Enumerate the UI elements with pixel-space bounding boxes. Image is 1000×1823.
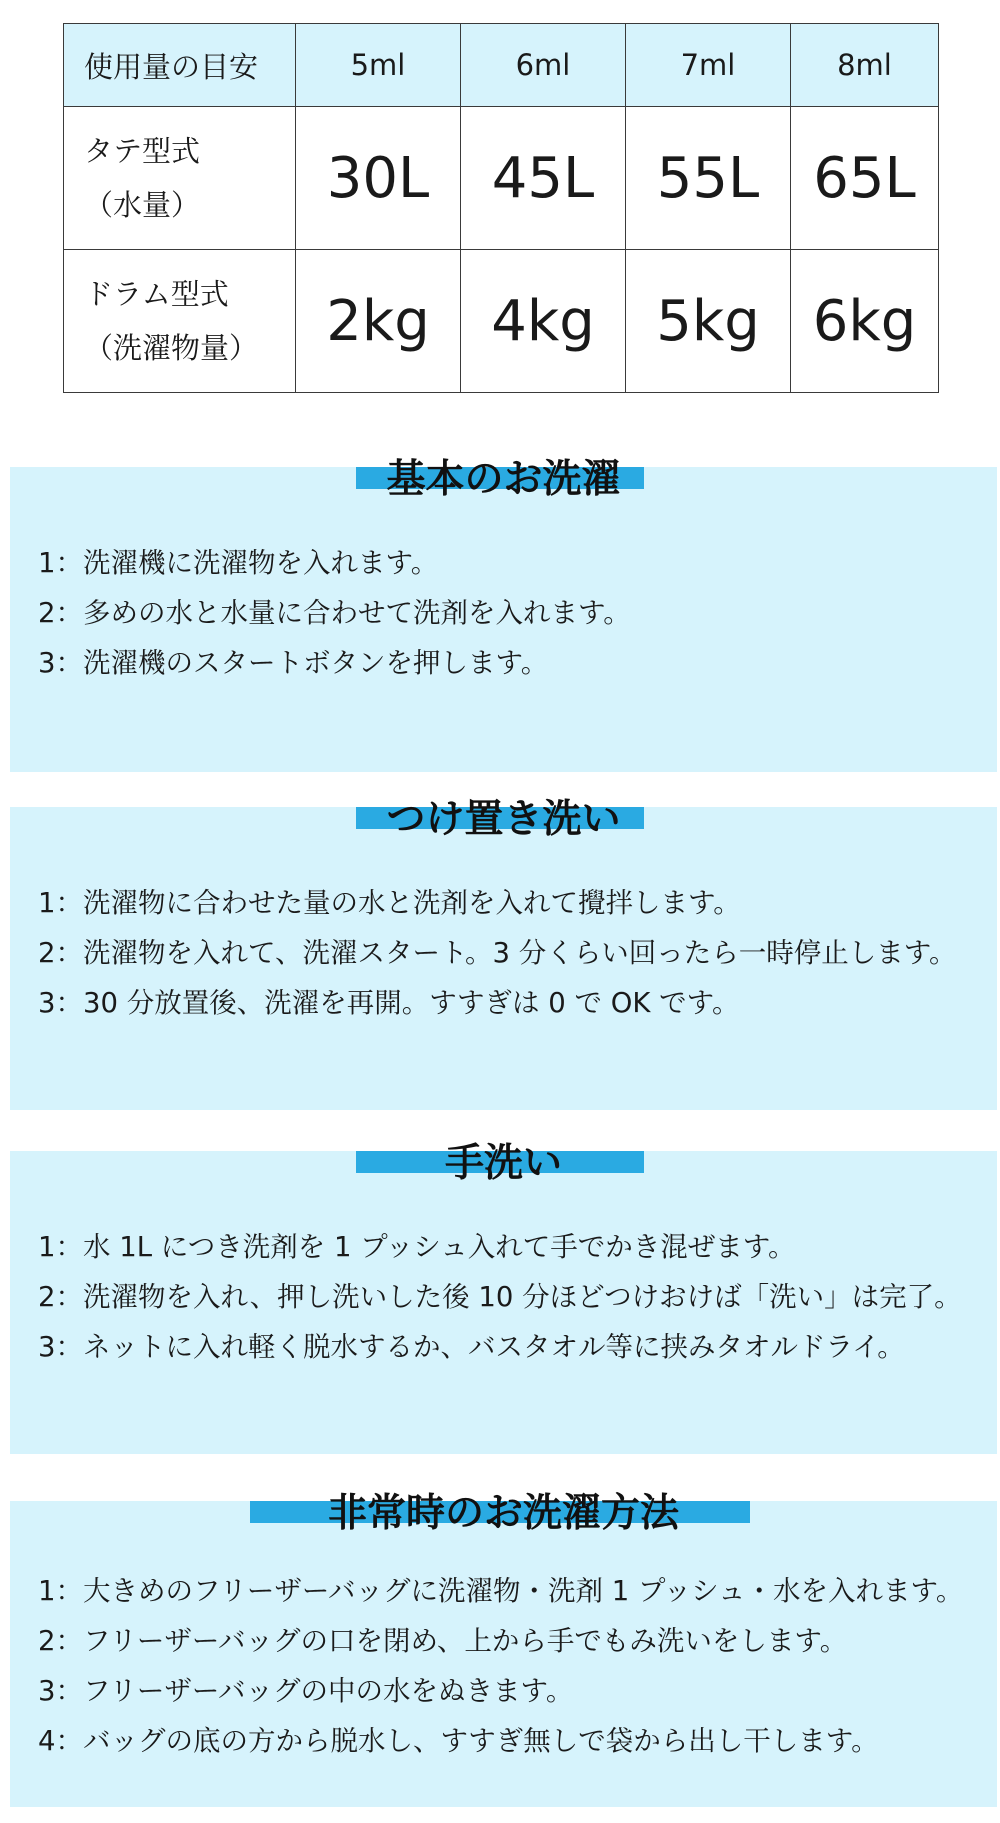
row-label-line2: （水量）: [84, 188, 201, 222]
row-label-line1: タテ型式: [84, 134, 201, 168]
table-cell-value: 5kg: [626, 250, 791, 393]
table-header-amount: 6ml: [461, 24, 626, 107]
table-cell-value: 30L: [296, 107, 461, 250]
list-item: 1：水 1L につき洗剤を 1 プッシュ入れて手でかき混ぜます。: [38, 1231, 796, 1263]
list-item: 2：洗濯物を入れ、押し洗いした後 10 分ほどつけおけば「洗い」は完了。: [38, 1281, 962, 1313]
section-title: つけ置き洗い: [386, 797, 621, 842]
table-cell-value: 4kg: [461, 250, 626, 393]
table-cell-value: 55L: [626, 107, 791, 250]
step-list: [38, 538, 631, 688]
table-cell-value: 65L: [791, 107, 939, 250]
list-item: 3：ネットに入れ軽く脱水するか、バスタオル等に挟みタオルドライ。: [38, 1331, 905, 1363]
table-row: [64, 250, 939, 393]
dosage-table: [63, 23, 939, 393]
list-item: 3：フリーザーバッグの中の水をぬきます。: [38, 1675, 574, 1707]
table-header-amount: 7ml: [626, 24, 791, 107]
row-label-line1: ドラム型式: [84, 277, 229, 311]
list-item: 1：大きめのフリーザーバッグに洗濯物・洗剤 1 プッシュ・水を入れます。: [38, 1575, 964, 1607]
list-item: 2：多めの水と水量に合わせて洗剤を入れます。: [38, 597, 631, 629]
table-row: [64, 107, 939, 250]
section-title: 非常時のお洗濯方法: [327, 1491, 679, 1536]
table-header-row: [64, 24, 939, 107]
step-list: [38, 1566, 963, 1766]
list-item: 3：30 分放置後、洗濯を再開。すすぎは 0 で OK です。: [38, 987, 740, 1019]
row-label: [64, 250, 296, 393]
list-item: 2：洗濯物を入れて、洗濯スタート。3 分くらい回ったら一時停止します。: [38, 937, 957, 969]
step-list: [38, 878, 957, 1028]
list-item: 1：洗濯機に洗濯物を入れます。: [38, 547, 439, 579]
row-label-line2: （洗濯物量）: [84, 331, 259, 365]
row-label: [64, 107, 296, 250]
step-list: [38, 1222, 962, 1372]
table-cell-value: 6kg: [791, 250, 939, 393]
table-cell-value: 45L: [461, 107, 626, 250]
list-item: 1：洗濯物に合わせた量の水と洗剤を入れて攪拌します。: [38, 887, 741, 919]
table-header-amount: 8ml: [791, 24, 939, 107]
table-header-amount: 5ml: [296, 24, 461, 107]
section-title: 基本のお洗濯: [386, 457, 621, 502]
section-title: 手洗い: [444, 1141, 562, 1186]
list-item: 3：洗濯機のスタートボタンを押します。: [38, 647, 549, 679]
table-header-label: 使用量の目安: [64, 24, 296, 107]
list-item: 4：バッグの底の方から脱水し、すすぎ無しで袋から出し干します。: [38, 1725, 879, 1757]
table-cell-value: 2kg: [296, 250, 461, 393]
list-item: 2：フリーザーバッグの口を閉め、上から手でもみ洗いをします。: [38, 1625, 848, 1657]
